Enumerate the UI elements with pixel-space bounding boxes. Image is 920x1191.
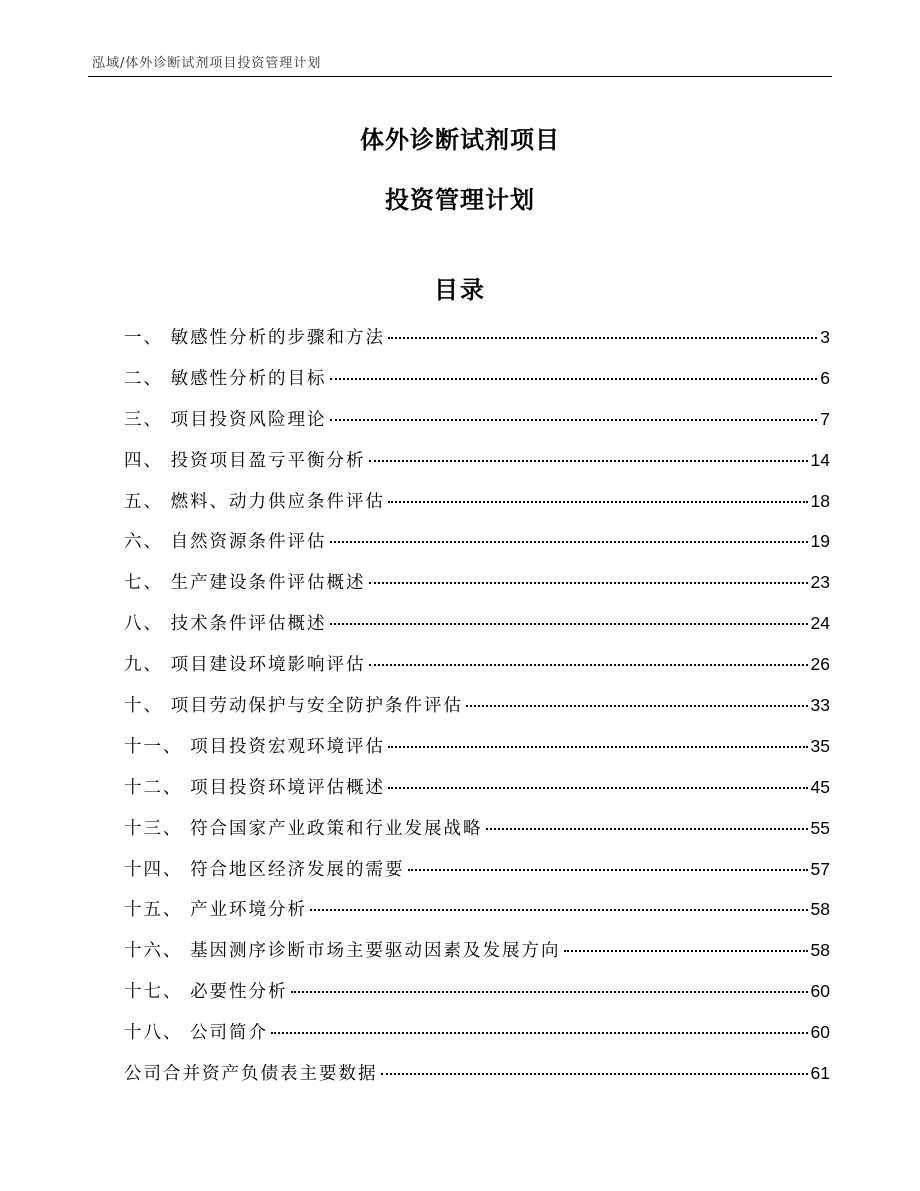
toc-leader-dots	[369, 460, 808, 462]
toc-leader-dots	[330, 378, 818, 380]
toc-entry[interactable]	[124, 446, 830, 487]
toc-entry-page: 7	[820, 408, 830, 429]
toc-leader-dots	[486, 828, 808, 830]
toc-entry-title: 七、 生产建设条件评估概述	[124, 573, 366, 594]
toc-entry-page: 60	[810, 981, 830, 1002]
toc-entry-page: 33	[810, 695, 830, 716]
toc-entry-title: 十六、 基因测序诊断市场主要驱动因素及发展方向	[124, 941, 561, 962]
toc-entry-page: 35	[810, 735, 830, 756]
toc-entry-title: 公司合并资产负债表主要数据	[124, 1064, 378, 1085]
toc-entry-title: 五、 燃料、动力供应条件评估	[124, 491, 386, 512]
toc-leader-dots	[310, 909, 807, 911]
toc-entry-page: 57	[810, 858, 830, 879]
toc-leader-dots	[271, 1032, 807, 1034]
document-title-line2: 投资管理计划	[385, 186, 535, 214]
toc-leader-dots	[388, 337, 817, 339]
toc-entry[interactable]	[124, 568, 830, 609]
toc-entry[interactable]	[124, 650, 830, 691]
toc-entry[interactable]	[124, 977, 830, 1018]
toc-entry-title: 四、 投资项目盈亏平衡分析	[124, 450, 366, 471]
toc-entry-page: 61	[810, 1063, 830, 1084]
toc-entry-title: 九、 项目建设环境影响评估	[124, 655, 366, 676]
toc-leader-dots	[330, 623, 808, 625]
toc-entry-page: 14	[810, 449, 830, 470]
toc-leader-dots	[564, 950, 808, 952]
toc-leader-dots	[369, 664, 808, 666]
toc-entry[interactable]	[124, 895, 830, 936]
toc-entry-title: 三、 项目投资风险理论	[124, 409, 327, 430]
toc-leader-dots	[388, 787, 807, 789]
toc-entry-page: 45	[810, 776, 830, 797]
toc-entry-page: 55	[810, 817, 830, 838]
toc-entry-page: 6	[820, 367, 830, 388]
toc-entry-title: 一、 敏感性分析的步骤和方法	[124, 328, 386, 348]
toc-leader-dots	[408, 869, 808, 871]
toc-entry-title: 十八、 公司简介	[124, 1023, 269, 1044]
toc-leader-dots	[330, 419, 818, 421]
toc-entry[interactable]	[124, 609, 830, 650]
toc-entry-title: 八、 技术条件评估概述	[124, 614, 327, 635]
toc-leader-dots	[381, 1073, 808, 1075]
toc-entry[interactable]	[124, 814, 830, 855]
toc-entry[interactable]	[124, 773, 830, 814]
toc-entry-page: 60	[810, 1022, 830, 1043]
toc-entry-title: 十五、 产业环境分析	[124, 900, 308, 921]
toc-entry[interactable]	[124, 323, 830, 364]
toc-entry[interactable]	[124, 732, 830, 773]
toc-entry-title: 十二、 项目投资环境评估概述	[124, 777, 386, 798]
toc-leader-dots	[330, 541, 808, 543]
toc-entry-page: 26	[810, 654, 830, 675]
toc-entry[interactable]	[124, 487, 830, 528]
toc-leader-dots	[388, 746, 807, 748]
toc-entry[interactable]	[124, 936, 830, 977]
toc-entry[interactable]	[124, 691, 830, 732]
toc-leader-dots	[388, 501, 807, 503]
toc-leader-dots	[466, 705, 807, 707]
toc-heading: 目录	[434, 276, 486, 304]
running-header: 泓域/体外诊断试剂项目投资管理计划	[92, 56, 322, 71]
toc-entry[interactable]	[124, 1018, 830, 1059]
toc-entry-page: 23	[810, 572, 830, 593]
toc-entry-page: 24	[810, 613, 830, 634]
toc-entry-page: 18	[810, 490, 830, 511]
document-title-line1: 体外诊断试剂项目	[360, 126, 560, 154]
toc-leader-dots	[369, 582, 808, 584]
toc-entry-page: 58	[810, 940, 830, 961]
toc-entry[interactable]	[124, 1059, 830, 1100]
toc-leader-dots	[291, 991, 808, 993]
toc-entry-page: 19	[810, 531, 830, 552]
table-of-contents	[124, 323, 830, 1100]
header-divider	[88, 76, 832, 77]
toc-entry-title: 十七、 必要性分析	[124, 982, 288, 1003]
toc-entry-page: 3	[820, 327, 830, 347]
toc-entry-title: 二、 敏感性分析的目标	[124, 368, 327, 389]
toc-entry[interactable]	[124, 527, 830, 568]
toc-entry[interactable]	[124, 855, 830, 896]
toc-entry[interactable]	[124, 405, 830, 446]
toc-entry-title: 十一、 项目投资宏观环境评估	[124, 736, 386, 757]
toc-entry-page: 58	[810, 899, 830, 920]
toc-entry-title: 六、 自然资源条件评估	[124, 532, 327, 553]
toc-entry-title: 十、 项目劳动保护与安全防护条件评估	[124, 696, 464, 717]
toc-entry[interactable]	[124, 364, 830, 405]
toc-entry-title: 十三、 符合国家产业政策和行业发展战略	[124, 818, 483, 839]
toc-entry-title: 十四、 符合地区经济发展的需要	[124, 859, 405, 880]
